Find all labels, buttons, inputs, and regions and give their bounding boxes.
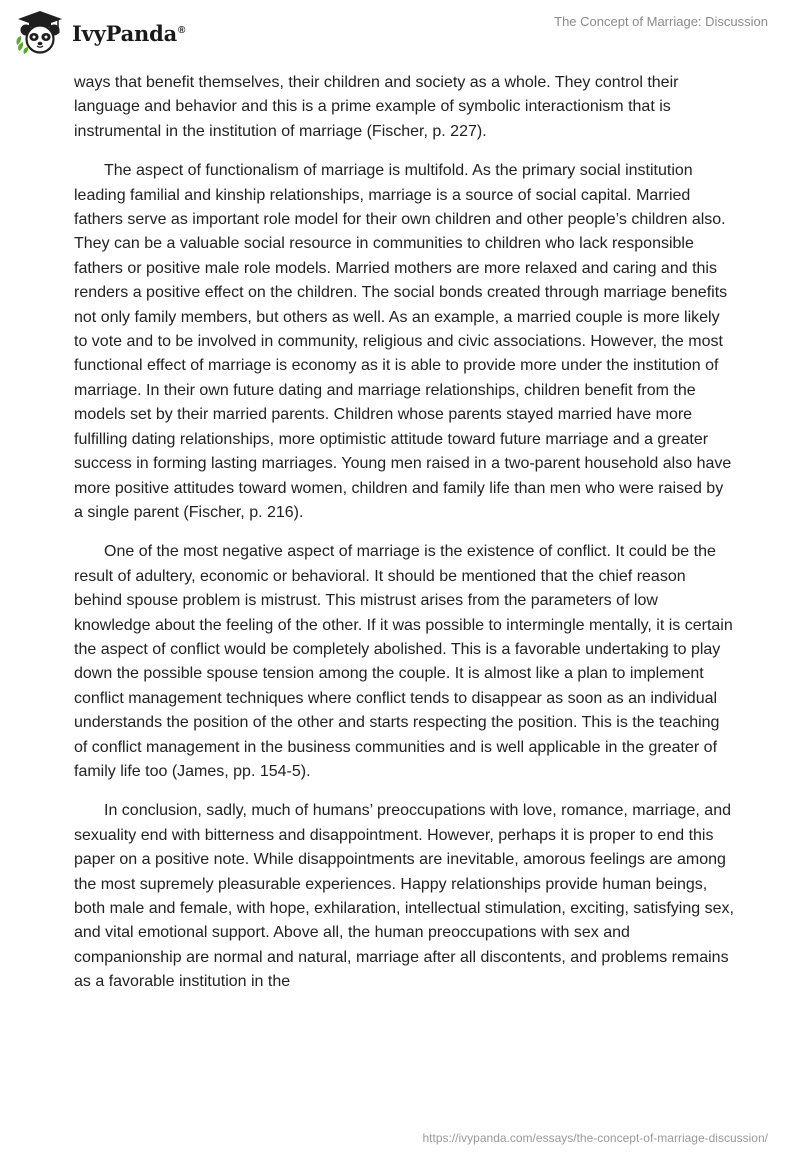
document-title: The Concept of Marriage: Discussion <box>554 14 768 29</box>
brand-name: IvyPanda® <box>72 20 186 46</box>
page-header <box>0 0 800 60</box>
paragraph-conclusion: In conclusion, sadly, much of humans’ preoccupations with love, romance, marriage, and sexuality end with bitterness and disappointment. However, perhaps it is proper to end this paper on a positive note. While disappointments are inevitable, amorous feelings are among the most supremely pleasurable experiences. Happy relationships provide human beings, both male and female, with hope, exhilaration, intellectual stimulation, exciting, satisfying sex, and vital emotional support. Above all, the human preoccupations with sex and companionship are normal and natural, marriage after all discontents, and problems remains as a favorable institution in the <box>74 802 734 991</box>
paragraph-conflict: One of the most negative aspect of marriage is the existence of conflict. It could be the result of adultery, economic or behavioral. It should be mentioned that the chief reason behind spouse problem is mistrust. This mistrust arises from the parameters of low knowledge about the feeling of the other. If it was possible to intermingle mentally, it is certain the aspect of conflict would be completely abolished. This is a favorable undertaking to play down the possible spouse tension among the couple. It is almost like a plan to implement conflict management techniques where conflict tends to disappear as soon as an individual understands the position of the other and starts respecting the position. This is the teaching of conflict management in the business communities and is well applicable in the greater of family life too (James, pp. 154-5). <box>74 543 733 780</box>
paragraph-continuation: ways that benefit themselves, their children and society as a whole. They control their language and behavior and this is a prime example of symbolic interactionism that is instrumental in the institution of marriage (Fischer, p. 227). <box>74 74 679 140</box>
source-url[interactable]: https://ivypanda.com/essays/the-concept-of-marriage-discussion/ <box>422 1131 768 1145</box>
panda-graduate-icon <box>14 9 66 55</box>
essay-body <box>74 71 734 1010</box>
paragraph-functionalism: The aspect of functionalism of marriage is multifold. As the primary social institution leading familial and kinship relationships, marriage is a source of social capital. Married fathers serve as important role model for their own children and other people’s children also. They can be a valuable social resource in communities to children who lack responsible fathers or positive male role models. Married mothers are more relaxed and caring and this renders a positive effect on the children. The social bonds created through marriage benefits not only family members, but others as well. As an example, a married couple is more likely to vote and to be involved in community, religious and civic associations. However, the most functional effect of marriage is economy as it is able to provide more under the institution of marriage. In their own future dating and marriage relationships, children benefit from the models set by their married parents. Children whose parents stayed married have more fulfilling dating relationships, more optimistic attitude toward future marriage and a greater success in forming lasting marriages. Young men raised in a two-parent household also have more positive attitudes toward women, children and family life than men who were raised by a single parent (Fischer, p. 216). <box>74 162 732 521</box>
registered-mark: ® <box>178 24 186 36</box>
ivypanda-logo[interactable] <box>14 9 185 55</box>
